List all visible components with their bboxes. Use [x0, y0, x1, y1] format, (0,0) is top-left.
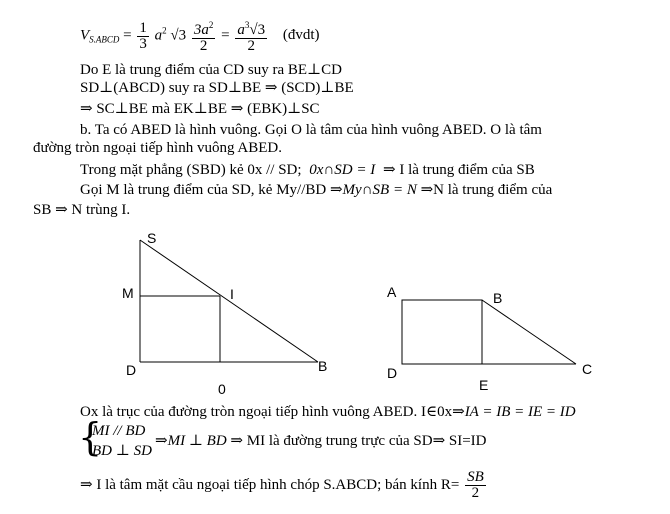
a-exponent: 2	[162, 25, 167, 36]
text-line-1: Do E là trung điểm của CD suy ra BE⊥CD	[80, 62, 342, 78]
text-line-2: SD⊥(ABCD) suy ra SD⊥BE ⇒ (SCD)⊥BE	[80, 80, 354, 96]
fig2-square-abed	[402, 300, 482, 364]
text-line-10: ⇒MI ⊥ BD ⇒ MI là đường trung trực của SD⇒ SI=ID	[155, 433, 487, 449]
text-line-7: Gọi M là trung điểm của SD, kẻ My//BD ⇒My∩SB = N ⇒N là trung điểm của	[80, 182, 553, 198]
unit-label: (đvdt)	[282, 27, 320, 44]
equals-sign-2: =	[221, 27, 230, 44]
text-line-4: b. Ta có ABED là hình vuông. Gọi O là tâm của hình vuông ABED. O là tâm	[80, 122, 542, 138]
text-line-6: Trong mặt phẳng (SBD) kẻ 0x // SD; 0x∩SD = I ⇒ I là trung điểm của SB	[80, 162, 535, 178]
fraction-3a2-over-2: $\frac{3a^2}{2}$	[193, 20, 214, 54]
fig1-label-s: S	[147, 230, 157, 246]
fraction-one-third: $\frac{1}{3}$	[139, 19, 147, 52]
text-line-3: ⇒ SC⊥BE mà EK⊥BE ⇒ (EBK)⊥SC	[80, 101, 320, 117]
fig1-label-i: I	[230, 286, 234, 302]
text-line-9: Ox là trục của đường tròn ngoại tiếp hình vuông ABED. I∈0x⇒IA = IB = IE = ID	[80, 404, 576, 420]
system-eq-2: BD ⊥ SD	[92, 443, 152, 459]
sqrt-three: √3	[170, 27, 187, 44]
fig1-segment-sb	[140, 240, 318, 362]
fraction-result: $\frac{a^3√3}{2}$	[237, 20, 266, 54]
fig2-label-a: A	[387, 284, 397, 300]
fig1-label-m: M	[122, 285, 134, 301]
fig1-label-o: 0	[218, 381, 226, 397]
text-line-8: SB ⇒ N trùng I.	[33, 202, 131, 218]
volume-subscript: S.ABCD	[89, 34, 120, 45]
text-line-5: đường tròn ngoại tiếp hình vuông ABED.	[33, 140, 282, 156]
fig1-label-d: D	[126, 362, 137, 378]
fig2-label-d: D	[387, 365, 398, 381]
fig1-label-b: B	[318, 358, 328, 374]
fig2-label-c: C	[582, 361, 593, 377]
system-eq-1: MI // BD	[92, 423, 146, 439]
fig2-label-e: E	[479, 377, 489, 393]
radius-fraction: $\frac{SB}{2}$	[467, 469, 484, 501]
equals-sign: =	[123, 27, 132, 44]
a-factor: a	[154, 27, 163, 44]
system-brace: {	[78, 415, 103, 459]
fig2-label-b: B	[493, 290, 503, 306]
fig2-segment-bc	[482, 300, 576, 364]
volume-symbol: V	[80, 27, 90, 44]
text-line-11: ⇒ I là tâm mặt cầu ngoại tiếp hình chóp S.ABCD; bán kính R= $\frac{SB}{2}$	[80, 469, 484, 501]
